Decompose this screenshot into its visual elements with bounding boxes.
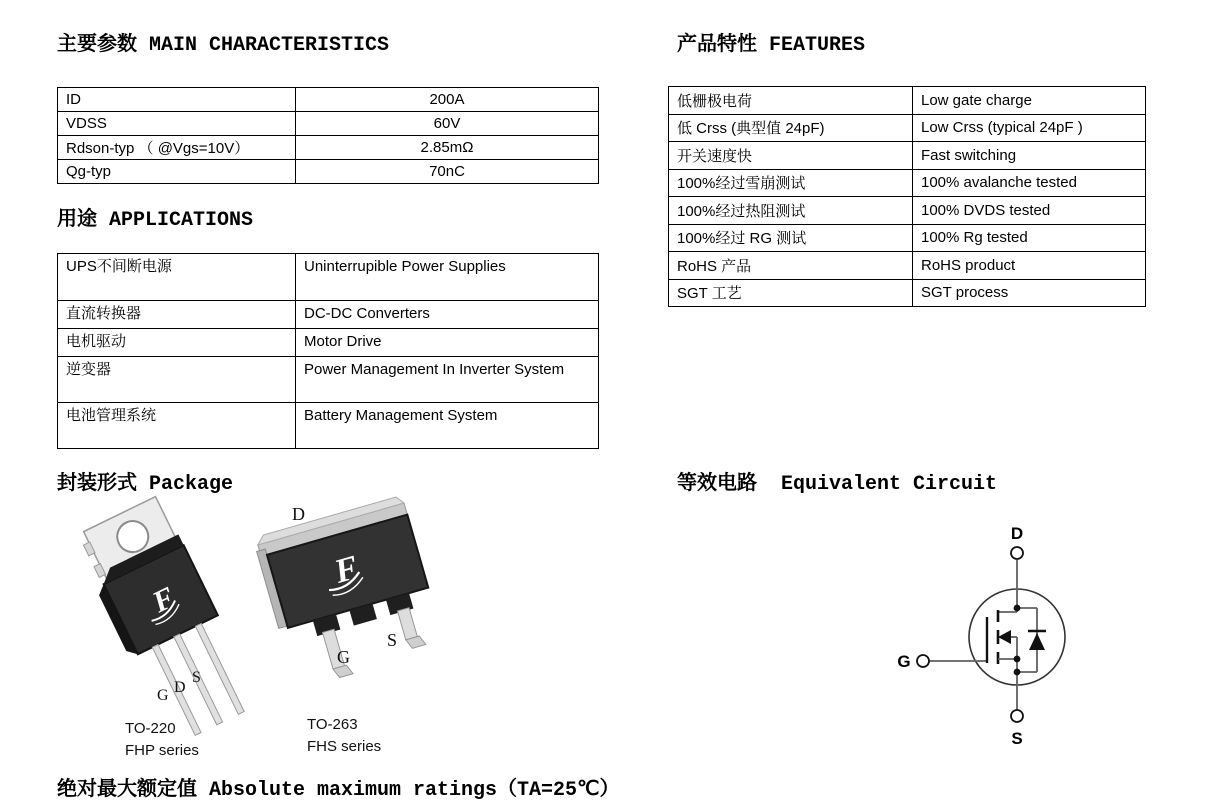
table-cell-en: Fast switching <box>913 142 1146 170</box>
to220-pin-g-label: G <box>157 687 169 704</box>
to263-series: FHS series <box>307 738 382 755</box>
table-cell-cn: UPS不间断电源 <box>58 254 296 301</box>
source-label: S <box>1011 729 1023 748</box>
to220-pin-d-label: D <box>174 679 186 696</box>
to263-pin-s-label: S <box>387 630 398 650</box>
svg-text:F: F <box>147 580 180 620</box>
equivalent-circuit-diagram <box>860 503 1160 758</box>
drain-terminal <box>1011 547 1023 559</box>
table-cell-en: 100% avalanche tested <box>913 169 1146 197</box>
to220-caption <box>125 718 199 762</box>
gate-terminal <box>917 655 929 667</box>
table-cell-en: Battery Management System <box>296 403 599 449</box>
table-row <box>669 279 1146 307</box>
clipped-next-section-heading: 绝对最大额定值 Absolute maximum ratings（TA=25℃） <box>57 779 620 802</box>
table-row <box>669 87 1146 115</box>
to263-caption <box>307 714 381 758</box>
table-cell-en: SGT process <box>913 279 1146 307</box>
table-cell-cn: RoHS 产品 <box>669 252 913 280</box>
features-heading: 产品特性 FEATURES <box>677 34 866 57</box>
table-cell-cn: 开关速度快 <box>669 142 913 170</box>
table-row <box>669 114 1146 142</box>
table-row <box>58 88 599 112</box>
applications-table <box>57 253 599 449</box>
to263-name: TO-263 <box>307 716 358 733</box>
table-cell-en: Motor Drive <box>296 329 599 357</box>
table-cell-en: 100% Rg tested <box>913 224 1146 252</box>
table-cell-cn: 100%经过雪崩测试 <box>669 169 913 197</box>
applications-heading: 用途 APPLICATIONS <box>57 209 254 232</box>
table-cell-value: 60V <box>296 112 599 136</box>
table-cell-cn: 逆变器 <box>58 357 296 403</box>
table-row <box>669 224 1146 252</box>
table-cell-param: VDSS <box>58 112 296 136</box>
table-cell-en: 100% DVDS tested <box>913 197 1146 225</box>
table-cell-value: 2.85mΩ <box>296 136 599 160</box>
table-cell-en: Uninterrupible Power Supplies <box>296 254 599 301</box>
main-characteristics-heading: 主要参数 MAIN CHARACTERISTICS <box>57 34 390 57</box>
to220-series: FHP series <box>125 742 199 759</box>
table-cell-cn: 低栅极电荷 <box>669 87 913 115</box>
table-cell-en: Low Crss (typical 24pF ) <box>913 114 1146 142</box>
table-row <box>58 357 599 403</box>
table-row <box>58 329 599 357</box>
table-row <box>58 112 599 136</box>
table-row <box>58 160 599 184</box>
package-heading: 封装形式 Package <box>57 473 234 496</box>
table-row <box>669 252 1146 280</box>
to263-pin-g-label: G <box>337 647 350 667</box>
table-cell-en: RoHS product <box>913 252 1146 280</box>
table-cell-en: Low gate charge <box>913 87 1146 115</box>
gate-label: G <box>897 652 911 671</box>
table-row <box>669 142 1146 170</box>
table-row <box>669 169 1146 197</box>
features-table <box>668 86 1146 307</box>
table-cell-cn: 低 Crss (典型值 24pF) <box>669 114 913 142</box>
table-cell-value: 70nC <box>296 160 599 184</box>
to220-pin-s-label: S <box>192 669 201 686</box>
drain-label: D <box>1010 524 1024 543</box>
table-cell-cn: 100%经过 RG 测试 <box>669 224 913 252</box>
table-cell-param: Qg-typ <box>58 160 296 184</box>
equivalent-circuit-heading: 等效电路 Equivalent Circuit <box>677 473 998 496</box>
table-cell-param: ID <box>58 88 296 112</box>
table-row <box>58 136 599 160</box>
table-cell-cn: 电池管理系统 <box>58 403 296 449</box>
table-cell-en: DC-DC Converters <box>296 301 599 329</box>
table-row <box>669 197 1146 225</box>
diode-triangle <box>1029 633 1045 650</box>
table-row <box>58 403 599 449</box>
table-cell-cn: 100%经过热阻测试 <box>669 197 913 225</box>
table-row <box>58 301 599 329</box>
main-characteristics-table <box>57 87 599 184</box>
table-cell-cn: 直流转换器 <box>58 301 296 329</box>
to263-pin-d-label: D <box>292 504 305 524</box>
source-terminal <box>1011 710 1023 722</box>
to220-name: TO-220 <box>125 720 176 737</box>
svg-text:F: F <box>330 549 363 591</box>
table-cell-value: 200A <box>296 88 599 112</box>
table-row <box>58 254 599 301</box>
table-cell-en: Power Management In Inverter System <box>296 357 599 403</box>
table-cell-cn: 电机驱动 <box>58 329 296 357</box>
table-cell-param: Rdson-typ （ @Vgs=10V） <box>58 136 296 160</box>
mosfet-body-arrow <box>998 630 1011 644</box>
table-cell-cn: SGT 工艺 <box>669 279 913 307</box>
